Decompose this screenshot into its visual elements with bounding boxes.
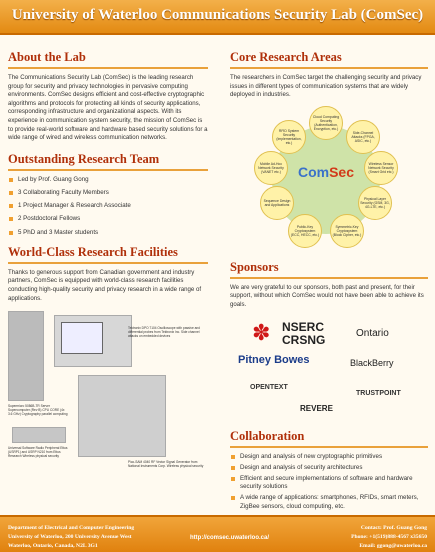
research-area-node: Side-Channel Attacks (FPGA, ASIC, etc.): [346, 120, 380, 154]
sponsor-logos: [230, 314, 428, 429]
nserc-maple-leaf-icon: ✽: [252, 319, 271, 345]
footer-dept: Department of Electrical and Computer Engineering: [8, 525, 135, 531]
logo-opentext: OPENTEXT: [250, 383, 288, 391]
logo-ontario: Ontario: [356, 327, 389, 339]
facilities-divider: [8, 262, 208, 264]
footer-contact-name: Contact: Prof. Guang Gong: [360, 525, 427, 531]
about-divider: [8, 67, 208, 69]
photo-caption: Tektronix DPO 7104 Oscilloscope with passive and differential probes from Tektronix Inc. Side channel attacks on embedded devices: [128, 326, 200, 338]
research-area-node: Mobile Ad-Hoc Network Security (VANET etc.): [254, 151, 288, 185]
facilities-heading: World-Class Research Facilities: [8, 244, 178, 259]
research-area-node: Wireless Sensor Network Security (Smart Grid etc.): [364, 151, 398, 185]
diagram-center-label: [296, 164, 356, 180]
photo-caption: Universal Software Radio Peripheral Ettus (USRP1) and USRP N210 from Ettus Research Wireless physical security: [8, 446, 68, 458]
logo-revere: REVERE: [300, 403, 333, 413]
photo-caption: Pico-SAM 4040 RF Vector Signal Generator from National Instruments Corp. Wireless physical security: [128, 460, 204, 468]
sponsors-text: We are very grateful to our sponsors, both past and present, for their support, without which ComSec would not have been able to achieve its goals.: [230, 283, 424, 308]
footer-university: University of Waterloo, 200 University Avenue West: [8, 534, 132, 540]
team-divider: [8, 169, 208, 171]
footer-contact: [351, 524, 427, 551]
facilities-text: Thanks to generous support from Canadian government and industry partners, ComSec is equipped with world-class research facilities conducting high-quality security and privacy research in a wide range of applications.: [8, 268, 202, 302]
list-item: 1 Project Manager & Research Associate: [8, 202, 208, 210]
center-label-com: Com: [297, 163, 330, 180]
about-text: The Communications Security Lab (ComSec) is the leading research group for security and privacy technologies in pervasive computing environments. ComSec designs efficient and cost-effective cryptographic algorithms and protocols for protecting all kinds of security applications, corresponding infrastructure and organizational aspects. With its experience in communication system security, the mission of ComSec is to provide real-world software and hardware based security solutions for a wide range of wired and wireless communication networks.: [8, 74, 208, 142]
oscilloscope-screen-icon: [61, 322, 103, 354]
footer-url[interactable]: http://comsec.uwaterloo.ca/: [190, 535, 270, 541]
core-heading: Core Research Areas: [230, 50, 342, 64]
right-column: [230, 50, 428, 514]
list-item: Design and analysis of security architectures: [230, 464, 428, 472]
list-item: Efficient and secure implementations of software and hardware security solutions: [230, 475, 428, 491]
research-area-node: Symmetric-Key Cryptosystem (Block Cipher, etc.): [330, 214, 364, 248]
lab-bench-photo: [78, 375, 166, 457]
usrp-photo: [12, 427, 66, 443]
center-label-sec: Sec: [329, 163, 355, 180]
research-area-node: Sequence Design and Applications: [260, 186, 294, 220]
logo-nserc: NSERC: [282, 319, 325, 334]
logo-pitney-bowes: Pitney Bowes: [238, 353, 310, 366]
server-rack-photo: [8, 311, 44, 401]
list-item: 3 Collaborating Faculty Members: [8, 189, 208, 197]
research-area-node: Public-Key Cryptosystem (ECC, HECC, etc.): [288, 214, 322, 248]
logo-blackberry: BlackBerry: [350, 357, 394, 368]
team-list: [8, 176, 208, 237]
sponsors-heading: Sponsors: [230, 259, 279, 274]
left-column: [8, 50, 208, 489]
logo-crsng: CRSNG: [282, 332, 326, 347]
collab-divider: [230, 446, 428, 448]
list-item: Led by Prof. Guang Gong: [8, 176, 208, 184]
list-item: 5 PhD and 3 Master students: [8, 229, 208, 237]
photo-caption: Supermicro 5086B-TR Server Supercomputer (Rev B) CPU CORE (4x 3.6 GHz) Cryptography parallel computing: [8, 404, 68, 416]
footer-email[interactable]: Email: ggong@uwaterloo.ca: [359, 543, 427, 549]
list-item: 2 Postdoctoral Fellows: [8, 215, 208, 223]
footer-bar: [0, 515, 435, 552]
footer-address: [8, 524, 134, 551]
footer-phone: Phone: +1(519)888-4567 x35650: [351, 534, 427, 540]
research-area-node: Cloud Computing Security (Authentication, Encryption, etc.): [309, 106, 343, 140]
list-item: A wide range of applications: smartphones, RFIDs, smart meters, ZigBee sensors, cloud computing, etc.: [230, 494, 428, 510]
core-divider: [230, 67, 428, 69]
header-bar: [0, 0, 435, 35]
core-text: The researchers in ComSec target the challenging security and privacy issues in different types of communication systems that are widely deployed in industries.: [230, 74, 422, 99]
collab-list: [230, 453, 428, 511]
footer-city: Waterloo, Ontario, Canada, N2L 3G1: [8, 543, 98, 549]
research-areas-diagram: [252, 106, 400, 254]
research-area-node: Physical Layer Security (GSM, 3G, 4G-LTE, etc.): [358, 186, 392, 220]
about-heading: About the Lab: [8, 50, 86, 64]
collab-heading: Collaboration: [230, 428, 305, 443]
facility-photos: [8, 309, 208, 489]
list-item: Design and analysis of new cryptographic primitives: [230, 453, 428, 461]
oscilloscope-photo: [54, 315, 132, 367]
logo-trustpoint: TRUSTPOINT: [356, 389, 401, 397]
sponsors-divider: [230, 277, 428, 279]
page-title: University of Waterloo Communications Security Lab (ComSec): [11, 7, 424, 23]
research-area-node: RFID System Security (Implementation, etc.): [272, 120, 306, 154]
team-heading: Outstanding Research Team: [8, 151, 160, 166]
